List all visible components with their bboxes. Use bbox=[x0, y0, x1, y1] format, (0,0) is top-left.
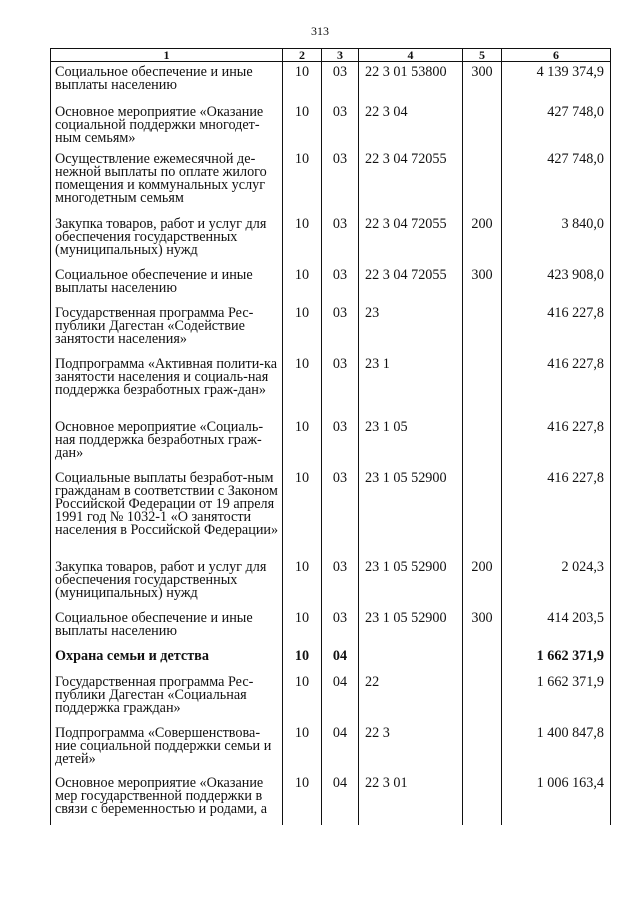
cell-section: 10 bbox=[283, 773, 322, 825]
cell-name: Государственная программа Рес-публики Дагестан «Социальная поддержка граждан» bbox=[51, 672, 283, 723]
cell-target-code: 23 1 05 52900 bbox=[359, 608, 463, 646]
table-row bbox=[51, 149, 611, 214]
header-row bbox=[51, 49, 611, 62]
cell-section: 10 bbox=[283, 265, 322, 303]
cell-target-code bbox=[359, 646, 463, 672]
cell-subsection: 03 bbox=[322, 468, 359, 557]
cell-expense-type bbox=[463, 723, 502, 773]
cell-subsection: 04 bbox=[322, 723, 359, 773]
cell-target-code: 22 3 01 53800 bbox=[359, 62, 463, 102]
table-row bbox=[51, 417, 611, 468]
cell-target-code: 22 3 04 72055 bbox=[359, 149, 463, 214]
header-col-2: 2 bbox=[283, 49, 322, 62]
cell-amount: 416 227,8 bbox=[502, 303, 611, 354]
table-row bbox=[51, 468, 611, 557]
cell-amount: 416 227,8 bbox=[502, 468, 611, 557]
cell-expense-type: 200 bbox=[463, 557, 502, 608]
cell-amount: 427 748,0 bbox=[502, 149, 611, 214]
cell-name: Закупка товаров, работ и услуг для обеспечения государственных (муниципальных) нужд bbox=[51, 557, 283, 608]
table-row bbox=[51, 303, 611, 354]
table-row bbox=[51, 672, 611, 723]
cell-amount: 1 400 847,8 bbox=[502, 723, 611, 773]
cell-expense-type bbox=[463, 303, 502, 354]
cell-name: Социальные выплаты безработ-ным гражданам в соответствии с Законом Российской Федерации от 19 апреля 1991 год № 1032-1 «О занятости населения в Российской Федерации» bbox=[51, 468, 283, 557]
table-row bbox=[51, 102, 611, 149]
cell-amount: 1 006 163,4 bbox=[502, 773, 611, 825]
cell-name: Основное мероприятие «Оказание мер государственной поддержки в связи с беременностью и родами, а bbox=[51, 773, 283, 825]
cell-amount: 416 227,8 bbox=[502, 354, 611, 417]
cell-section: 10 bbox=[283, 102, 322, 149]
cell-name: Социальное обеспечение и иные выплаты населению bbox=[51, 265, 283, 303]
cell-section: 10 bbox=[283, 608, 322, 646]
cell-subsection: 04 bbox=[322, 646, 359, 672]
cell-section: 10 bbox=[283, 354, 322, 417]
cell-subsection: 03 bbox=[322, 149, 359, 214]
budget-table bbox=[50, 48, 611, 825]
cell-expense-type: 300 bbox=[463, 265, 502, 303]
header-col-1: 1 bbox=[51, 49, 283, 62]
cell-section: 10 bbox=[283, 303, 322, 354]
table-row bbox=[51, 62, 611, 102]
cell-subsection: 03 bbox=[322, 354, 359, 417]
cell-expense-type bbox=[463, 646, 502, 672]
cell-expense-type: 300 bbox=[463, 608, 502, 646]
cell-target-code: 22 3 01 bbox=[359, 773, 463, 825]
table-row bbox=[51, 557, 611, 608]
table-row bbox=[51, 608, 611, 646]
cell-name: Подпрограмма «Активная полити-ка занятости населения и социаль-ная поддержка безработных граж-дан» bbox=[51, 354, 283, 417]
cell-amount: 423 908,0 bbox=[502, 265, 611, 303]
cell-expense-type bbox=[463, 672, 502, 723]
cell-target-code: 22 bbox=[359, 672, 463, 723]
cell-amount: 1 662 371,9 bbox=[502, 646, 611, 672]
cell-amount: 414 203,5 bbox=[502, 608, 611, 646]
table-row bbox=[51, 265, 611, 303]
cell-amount: 4 139 374,9 bbox=[502, 62, 611, 102]
page-number: 313 bbox=[311, 24, 329, 38]
cell-target-code: 23 1 bbox=[359, 354, 463, 417]
cell-expense-type bbox=[463, 149, 502, 214]
cell-amount: 3 840,0 bbox=[502, 214, 611, 265]
cell-section: 10 bbox=[283, 723, 322, 773]
cell-section: 10 bbox=[283, 149, 322, 214]
cell-name: Основное мероприятие «Оказание социальной поддержки многодет-ным семьям» bbox=[51, 102, 283, 149]
cell-name: Социальное обеспечение и иные выплаты населению bbox=[51, 62, 283, 102]
cell-amount: 416 227,8 bbox=[502, 417, 611, 468]
cell-target-code: 23 1 05 52900 bbox=[359, 557, 463, 608]
cell-target-code: 23 1 05 bbox=[359, 417, 463, 468]
cell-target-code: 23 bbox=[359, 303, 463, 354]
cell-expense-type bbox=[463, 102, 502, 149]
cell-target-code: 22 3 04 72055 bbox=[359, 265, 463, 303]
cell-name: Закупка товаров, работ и услуг для обеспечения государственных (муниципальных) нужд bbox=[51, 214, 283, 265]
cell-section: 10 bbox=[283, 557, 322, 608]
cell-target-code: 22 3 04 72055 bbox=[359, 214, 463, 265]
cell-section: 10 bbox=[283, 417, 322, 468]
cell-subsection: 04 bbox=[322, 672, 359, 723]
cell-target-code: 22 3 04 bbox=[359, 102, 463, 149]
header-col-5: 5 bbox=[463, 49, 502, 62]
cell-subsection: 03 bbox=[322, 265, 359, 303]
cell-subsection: 03 bbox=[322, 417, 359, 468]
cell-section: 10 bbox=[283, 646, 322, 672]
cell-expense-type bbox=[463, 354, 502, 417]
cell-expense-type bbox=[463, 468, 502, 557]
cell-section: 10 bbox=[283, 672, 322, 723]
table-row bbox=[51, 214, 611, 265]
table-row bbox=[51, 773, 611, 825]
cell-name: Охрана семьи и детства bbox=[51, 646, 283, 672]
cell-target-code: 22 3 bbox=[359, 723, 463, 773]
cell-name: Осуществление ежемесячной де-нежной выплаты по оплате жилого помещения и коммунальных услуг многодетным семьям bbox=[51, 149, 283, 214]
cell-subsection: 03 bbox=[322, 557, 359, 608]
cell-subsection: 03 bbox=[322, 214, 359, 265]
header-col-4: 4 bbox=[359, 49, 463, 62]
cell-subsection: 03 bbox=[322, 608, 359, 646]
cell-section: 10 bbox=[283, 214, 322, 265]
cell-subsection: 03 bbox=[322, 102, 359, 149]
header-col-3: 3 bbox=[322, 49, 359, 62]
cell-expense-type bbox=[463, 417, 502, 468]
table-row bbox=[51, 723, 611, 773]
cell-section: 10 bbox=[283, 468, 322, 557]
cell-name: Социальное обеспечение и иные выплаты населению bbox=[51, 608, 283, 646]
cell-amount: 427 748,0 bbox=[502, 102, 611, 149]
cell-name: Подпрограмма «Совершенствова-ние социальной поддержки семьи и детей» bbox=[51, 723, 283, 773]
table-row bbox=[51, 354, 611, 417]
cell-subsection: 03 bbox=[322, 62, 359, 102]
header-col-6: 6 bbox=[502, 49, 611, 62]
cell-section: 10 bbox=[283, 62, 322, 102]
table-row bbox=[51, 646, 611, 672]
cell-expense-type bbox=[463, 773, 502, 825]
cell-target-code: 23 1 05 52900 bbox=[359, 468, 463, 557]
cell-expense-type: 300 bbox=[463, 62, 502, 102]
cell-subsection: 03 bbox=[322, 303, 359, 354]
cell-expense-type: 200 bbox=[463, 214, 502, 265]
cell-name: Основное мероприятие «Социаль-ная поддержка безработных граж-дан» bbox=[51, 417, 283, 468]
cell-name: Государственная программа Рес-публики Дагестан «Содействие занятости населения» bbox=[51, 303, 283, 354]
cell-subsection: 04 bbox=[322, 773, 359, 825]
cell-amount: 1 662 371,9 bbox=[502, 672, 611, 723]
cell-amount: 2 024,3 bbox=[502, 557, 611, 608]
